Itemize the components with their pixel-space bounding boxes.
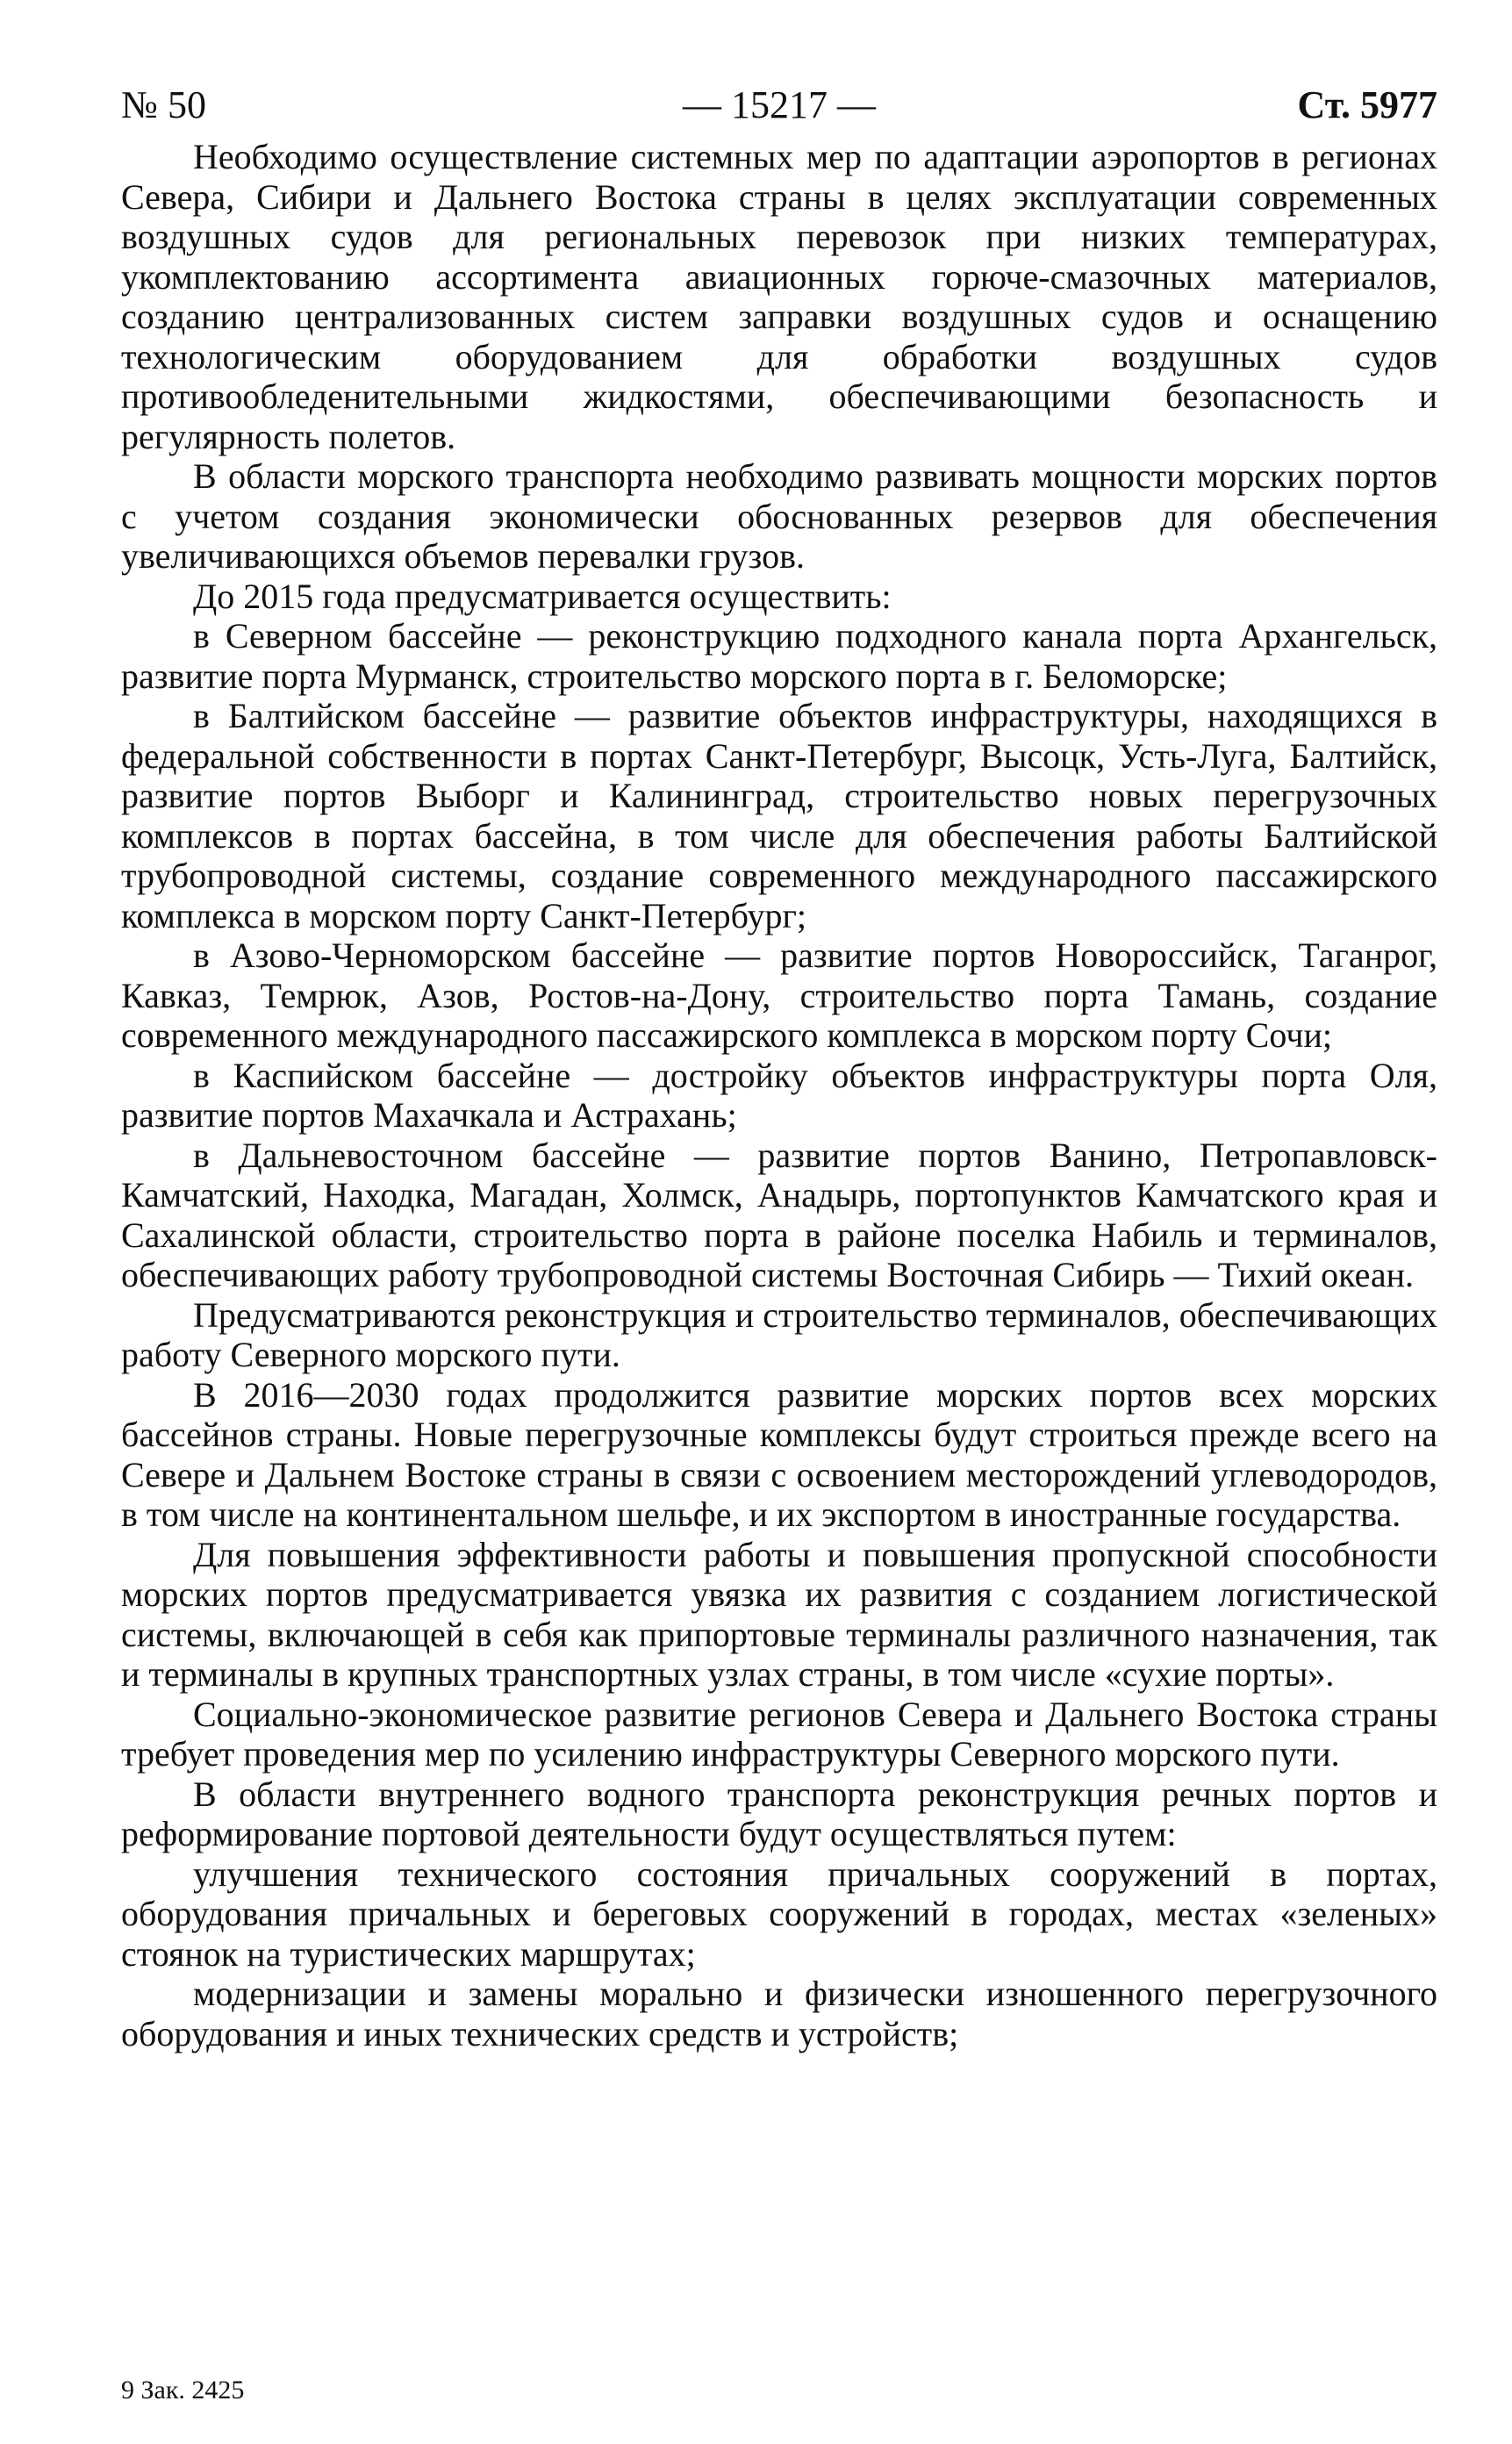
paragraph: До 2015 года предусматривается осуществить:: [193, 576, 892, 616]
print-note: 9 Зак. 2425: [121, 2376, 245, 2405]
issue-number: № 50: [121, 83, 206, 126]
document-page: [121, 79, 1437, 2053]
paragraph: В 2016—2030 годах продолжится развитие морских портов всех морских бассейнов страны. Новые перегрузочные комплексы будут строиться прежде всего на Севере и Дальнем Востоке страны в связи с освоением месторождений углеводородов, в том числе на континентальном шельфе, и их экспортом в иностранные государства.: [121, 1374, 1437, 1534]
paragraph: в Северном бассейне — реконструкцию подходного канала порта Архангельск, развитие порта Мурманск, строительство морского порта в г. Беломорске;: [121, 616, 1437, 696]
paragraph: Предусматриваются реконструкция и строительство терминалов, обеспечивающих работу Северного морского пути.: [121, 1294, 1437, 1374]
paragraph: в Балтийском бассейне — развитие объектов инфраструктуры, находящихся в федеральной собственности в портах Санкт-Петербург, Высоцк, Усть-Луга, Балтийск, развитие портов Выборг и Калининград, строительство новых перегрузочных комплексов в портах бассейна, в том числе для обеспечения работы Балтийской трубопроводной системы, создание современного международного пассажирского комплекса в морском порту Санкт-Петербург;: [121, 696, 1437, 935]
paragraph: модернизации и замены морально и физически изношенного перегрузочного оборудования и иных технических средств и устройств;: [121, 1974, 1437, 2053]
paragraph: улучшения технического состояния причальных сооружений в портах, оборудования причальных и береговых сооружений в городах, местах «зеленых» стоянок на туристических маршрутах;: [121, 1853, 1437, 1974]
paragraph: В области внутреннего водного транспорта реконструкция речных портов и реформирование портовой деятельности будут осуществляться путем:: [121, 1774, 1437, 1853]
paragraph: в Дальневосточном бассейне — развитие портов Ванино, Петропавловск-Камчатский, Находка, Магадан, Холмск, Анадырь, портопунктов Камчатского края и Сахалинской области, строительство порта в районе поселка Набиль и терминалов, обеспечивающих работу трубопроводной системы Восточная Сибирь — Тихий океан.: [121, 1135, 1437, 1294]
paragraph: Социально-экономическое развитие регионов Севера и Дальнего Востока страны требует проведения мер по усилению инфраструктуры Северного морского пути.: [121, 1694, 1437, 1774]
paragraph: Необходимо осуществление системных мер по адаптации аэропортов в регионах Севера, Сибири и Дальнего Востока страны в целях эксплуатации современных воздушных судов для региональных перевозок при низких температурах, укомплектованию ассортимента авиационных горюче-смазочных материалов, созданию централизованных систем заправки воздушных судов и оснащению технологическим оборудованием для обработки воздушных судов противообледенительными жидкостями, обеспечивающими безопасность и регулярность полетов.: [121, 137, 1437, 456]
paragraph: Для повышения эффективности работы и повышения пропускной способности морских портов предусматривается увязка их развития с созданием логистической системы, включающей в себя как припортовые терминалы различного назначения, так и терминалы в крупных транспортных узлах страны, в том числе «сухие порты».: [121, 1534, 1437, 1694]
paragraph: в Азово-Черноморском бассейне — развитие портов Новороссийск, Таганрог, Кавказ, Темрюк, Азов, Ростов-на-Дону, строительство порта Тамань, создание современного международного пассажирского комплекса в морском порту Сочи;: [121, 935, 1437, 1055]
article-number: Ст. 5977: [1297, 83, 1437, 126]
document-body: [121, 137, 1437, 2053]
page-header: [121, 79, 1437, 132]
page-number: — 15217 —: [683, 83, 876, 126]
paragraph: в Каспийском бассейне — достройку объектов инфраструктуры порта Оля, развитие портов Махачкала и Астрахань;: [121, 1055, 1437, 1135]
paragraph: В области морского транспорта необходимо развивать мощности морских портов с учетом создания экономически обоснованных резервов для обеспечения увеличивающихся объемов перевалки грузов.: [121, 456, 1437, 576]
